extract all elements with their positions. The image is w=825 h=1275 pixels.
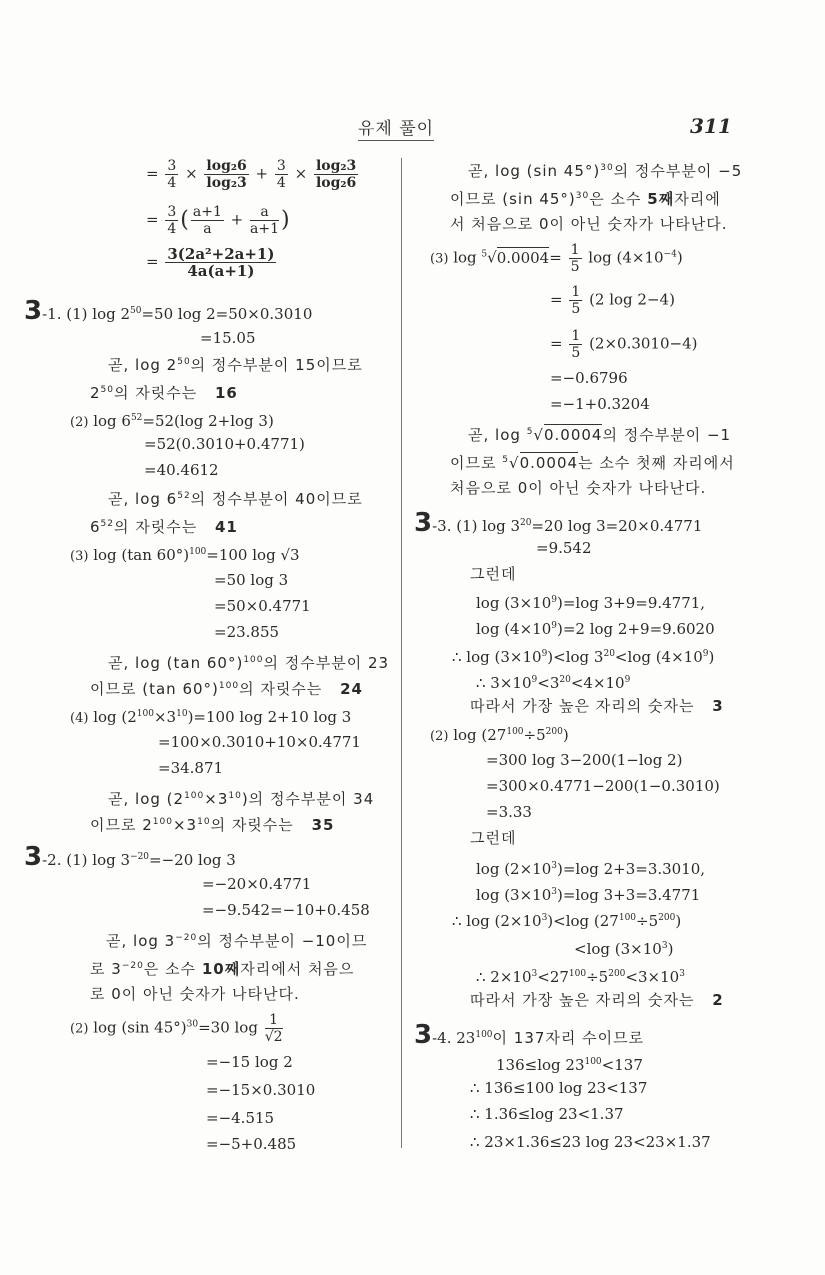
problem-3-3-line-8: 따라서 가장 높은 자리의 숫자는 3 [470, 697, 724, 715]
problem-3-2-cont-line-7: =−0.6796 [550, 369, 628, 387]
problem-3-3-line-5: $\log (4\times 10^9)=2$ log 2+9=9.6020 [476, 620, 715, 638]
problem-3-2-cont-line-5: = $\frac{1}{5}$ (2 log 2−4) [550, 284, 675, 317]
problem-3-2-cont-line-8: =−1+0.3204 [550, 395, 650, 413]
problem-3-2-line-11: =−5+0.485 [206, 1135, 297, 1153]
problem-3-3-line-13: 그런데 [470, 829, 517, 847]
problem-3-2-cont-line-11: 처음으로 0이 아닌 숫자가 나타난다. [450, 479, 707, 497]
problem-3-1-line-19: 곧, $\log (2^{100}\times 3^{10})$의 정수부분이 34 [108, 790, 375, 808]
problem-3-3-line-10: =300 log 3−200(1−log 2) [486, 751, 683, 769]
eq-top-line-3: = $\frac{\text{3(2a²+2a+1)}}{4a(a+1)}$ [146, 245, 275, 280]
problem-3-3-line-12: =3.33 [486, 803, 532, 821]
problem-3-3-line-19: 따라서 가장 높은 자리의 숫자는 2 [470, 991, 724, 1009]
problem-3-1-line-18: =34.871 [158, 759, 224, 777]
problem-3-1-line-3: 곧, $\log 2^{50}$의 정수부분이 15이므로 [108, 356, 363, 374]
problem-3-1-line-14: 곧, log (tan 60°)$^{100}$의 정수부분이 23 [108, 654, 390, 672]
problem-3-2-line-9: =−15×0.3010 [206, 1081, 316, 1099]
problem-3-3-line-17: <log $(3\times 10^3)$ [574, 940, 674, 958]
problem-3-3-line-1: 3-3. (1) $\log 3^{20}=20$ log 3=20×0.4771 [414, 508, 703, 538]
problem-3-3-line-4: $\log (3\times 10^9)=\log$ 3+9=9.4771, [476, 594, 706, 612]
problem-3-4-line-5: ∴ 23×1.36≤23 log 23<23×1.37 [470, 1133, 711, 1151]
problem-3-2-cont-line-2: 이므로 (sin 45°)$^{30}$은 소수 5째자리에 [450, 190, 721, 208]
problem-3-3-line-11: =300×0.4771−200(1−0.3010) [486, 777, 720, 795]
problem-3-2-line-8: =−15 log 2 [206, 1053, 293, 1071]
answer-3-1-2: 41 [215, 518, 238, 536]
problem-3-2-line-1: 3-2. (1) $\log 3^{-20}=-20$ log 3 [24, 842, 236, 872]
problem-3-2-cont-line-10: 이므로 $^5$√0.0004는 소수 첫째 자리에서 [450, 454, 735, 472]
problem-3-1-line-16: (4) $\log (2^{100}\times 3^{10})=100$ log 2+10 log 3 [70, 708, 352, 726]
answer-3-1-4: 35 [311, 816, 335, 834]
problem-3-3-line-6: ∴ $\log (3\times 10^9)<\log$ $3^{20}<\log$ $(4\times 10^9)$ [452, 648, 715, 666]
eq-top-line-1: = $\frac{3}{4}$ × $\frac{\text{log₂6}}{\text{log₂3}}$ + $\frac{3}{4}$ × $\frac{\text{log₂3}}{\text{log₂6}}$ [146, 158, 357, 191]
problem-3-3-line-9: (2) $\log (27^{100}\div 5^{200})$ [430, 726, 569, 744]
page-header-title: 유제 풀이 [358, 114, 434, 141]
problem-3-3-line-7: ∴ $3\times 10^9<3^{20}<4\times 10^9$ [476, 674, 631, 692]
problem-3-2-line-6: 로 0이 아닌 숫자가 나타난다. [90, 985, 300, 1003]
problem-3-1-line-4: $2^{50}$의 자릿수는 16 [90, 384, 238, 402]
problem-3-2-line-2: =−20×0.4771 [202, 875, 312, 893]
problem-3-4-line-4: ∴ 1.36≤log 23<1.37 [470, 1105, 624, 1123]
problem-3-1-line-1: 3-1. (1) $\log 2^{50}=50$ log 2=50×0.3010 [24, 296, 313, 326]
problem-3-1-line-15: 이므로 (tan 60°)$^{100}$의 자릿수는 24 [90, 680, 363, 698]
answer-3-1-3: 24 [340, 680, 363, 698]
problem-3-2-line-4: 곧, $\log 3^{-20}$의 정수부분이 −10이므 [106, 932, 368, 950]
problem-3-1-line-11: =50 log 3 [214, 571, 289, 589]
answer-3-3-2: 2 [712, 991, 724, 1009]
problem-3-1-line-6: =52(0.3010+0.4771) [144, 435, 305, 453]
problem-3-2-cont-line-1: 곧, log (sin 45°)$^{30}$의 정수부분이 −5 [468, 162, 743, 180]
problem-3-4-line-1: 3-4. $23^{100}$이 137자리 수이므로 [414, 1020, 645, 1050]
problem-3-1-line-8: 곧, $\log 6^{52}$의 정수부분이 40이므로 [108, 490, 363, 508]
problem-3-1-line-20: 이므로 $2^{100}\times 3^{10}$의 자릿수는 35 [90, 816, 335, 834]
problem-3-2-line-7: (2) log (sin 45°)$^{30}$=30 log $\frac{1}{√2}$ [70, 1012, 283, 1045]
problem-3-1-line-7: =40.4612 [144, 461, 219, 479]
problem-3-2-cont-line-6: = $\frac{1}{5}$ (2×0.3010−4) [550, 328, 698, 361]
problem-3-2-line-10: =−4.515 [206, 1109, 275, 1127]
problem-3-3-line-15: $\log (3\times 10^3)=\log$ 3+3=3.4771 [476, 886, 701, 904]
problem-3-1-line-17: =100×0.3010+10×0.4771 [158, 733, 361, 751]
problem-3-4-line-2: 136≤log $23^{100}<137$ [496, 1056, 643, 1074]
problem-3-1-line-10: (3) log (tan 60°)$^{100}$=100 log √3 [70, 546, 300, 564]
problem-3-4-line-3: ∴ 136≤100 log 23<137 [470, 1079, 648, 1097]
problem-3-1-line-5: (2) $\log 6^{52}=52(\log$ 2+log 3) [70, 412, 274, 430]
problem-3-3-line-16: ∴ $\log (2\times 10^3)<\log$ $(27^{100}\div 5^{200})$ [452, 912, 682, 930]
problem-3-2-cont-line-4: (3) log $^5$√0.0004= $\frac{1}{5}$ $\log (4\times 10^{-4})$ [430, 242, 683, 275]
problem-3-1-line-12: =50×0.4771 [214, 597, 311, 615]
problem-3-1-line-2: =15.05 [200, 329, 256, 347]
problem-3-3-line-2: =9.542 [536, 539, 592, 557]
answer-3-1-1: 16 [215, 384, 238, 402]
answer-3-3-1: 3 [712, 697, 724, 715]
problem-3-3-line-3: 그런데 [470, 565, 517, 583]
page-number: 311 [690, 114, 732, 138]
problem-3-3-line-18: ∴ $2\times 10^3<27^{100}\div 5^{200}<3\times 10^3$ [476, 968, 685, 986]
problem-3-2-line-3: =−9.542=−10+0.458 [202, 901, 370, 919]
problem-3-2-cont-line-3: 서 처음으로 0이 아닌 숫자가 나타난다. [450, 215, 728, 233]
eq-top-line-2: = $\frac{3}{4}$ ( $\frac{a+1}{a}$ + $\frac{a}{a+1}$ ) [146, 204, 290, 237]
problem-3-1-line-13: =23.855 [214, 623, 280, 641]
problem-3-2-line-5: 로 $3^{-20}$은 소수 10째자리에서 처음으 [90, 960, 355, 978]
column-divider [401, 158, 402, 1148]
problem-3-1-line-9: $6^{52}$의 자릿수는 41 [90, 518, 238, 536]
problem-3-2-cont-line-9: 곧, log $^5$√0.0004의 정수부분이 −1 [468, 426, 732, 444]
problem-3-3-line-14: $\log (2\times 10^3)=\log$ 2+3=3.3010, [476, 860, 706, 878]
